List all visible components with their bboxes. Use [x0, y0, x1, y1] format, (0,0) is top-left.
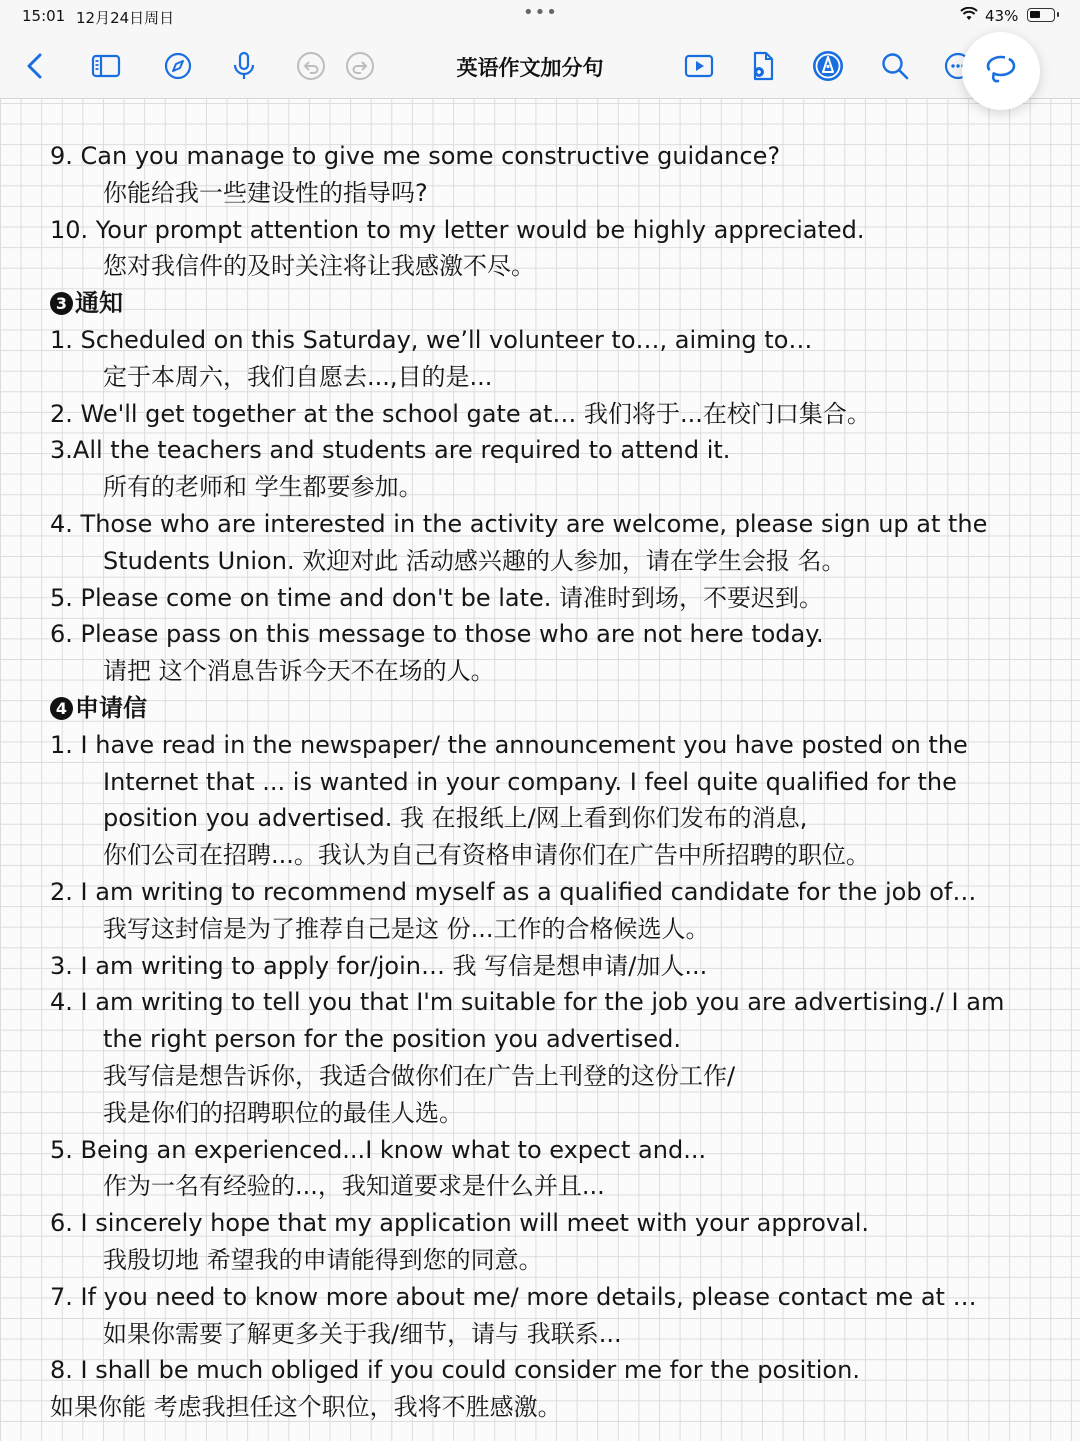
section-number: 4	[50, 697, 73, 720]
status-date: 12月24日周日	[76, 9, 175, 27]
note-line: 4. I am writing to tell you that I'm suitable for the job you are advertising./ I am	[50, 988, 1005, 1017]
present-icon[interactable]	[681, 48, 717, 84]
note-line: 10. Your prompt attention to my letter would be highly appreciated.	[50, 215, 865, 244]
undo-icon[interactable]	[293, 48, 329, 84]
section-number: 3	[50, 292, 73, 315]
lasso-icon	[982, 50, 1020, 92]
note-line: 我是你们的招聘职位的最佳人选。	[103, 1098, 463, 1127]
note-line: 6. Please pass on this message to those who are not here today.	[50, 620, 824, 649]
note-line: 5. Being an experienced...I know what to expect and...	[50, 1135, 707, 1164]
note-line: 如果你能 考虑我担任这个职位，我将不胜感激。	[50, 1393, 562, 1422]
sidebar-icon[interactable]	[88, 48, 124, 84]
lasso-button[interactable]	[962, 32, 1040, 110]
search-icon[interactable]	[877, 48, 913, 84]
note-line: 作为一名有经验的...，我知道要求是什么并且...	[103, 1172, 605, 1201]
note-line: 所有的老师和 学生都要参加。	[103, 473, 423, 502]
note-line: 1. I have read in the newspaper/ the announcement you have posted on the	[50, 730, 968, 759]
redo-icon[interactable]	[342, 48, 378, 84]
pen-tool-icon[interactable]	[810, 48, 846, 84]
note-line: 你能给我一些建设性的指导吗?	[103, 178, 428, 207]
note-line: Internet that ... is wanted in your company. I feel quite qualified for the	[103, 767, 957, 796]
multitasking-dots[interactable]: •••	[523, 2, 558, 23]
note-line: 我写这封信是为了推荐自己是这 份...工作的合格候选人。	[103, 914, 710, 943]
note-line: 您对我信件的及时关注将让我感激不尽。	[103, 252, 535, 281]
note-line: the right person for the position you advertised.	[103, 1025, 681, 1054]
export-icon[interactable]	[745, 48, 781, 84]
battery-icon	[1027, 8, 1055, 22]
section-title: 通知	[75, 289, 123, 318]
toolbar	[0, 34, 1080, 99]
note-line: 2. We'll get together at the school gate at… 我们将于...在校门口集合。	[50, 399, 871, 428]
compass-icon[interactable]	[160, 48, 196, 84]
note-line: 6. I sincerely hope that my application will meet with your approval.	[50, 1209, 870, 1238]
status-time: 15:01	[22, 7, 66, 25]
note-line: 3.All the teachers and students are required to attend it.	[50, 436, 731, 465]
note-line: 我写信是想告诉你，我适合做你们在广告上刊登的这份工作/	[103, 1061, 736, 1090]
battery-percent: 43%	[985, 7, 1019, 25]
microphone-icon[interactable]	[226, 48, 262, 84]
note-line: 9. Can you manage to give me some constructive guidance?	[50, 142, 781, 170]
section-title: 申请信	[75, 693, 147, 722]
note-line: 1. Scheduled on this Saturday, we’ll volunteer to…, aiming to…	[50, 325, 813, 354]
document-title[interactable]: 英语作文加分句	[456, 56, 604, 80]
note-content[interactable]	[50, 138, 1050, 1426]
note-line: 4. Those who are interested in the activity are welcome, please sign up at the	[50, 509, 988, 538]
note-line: 2. I am writing to recommend myself as a qualified candidate for the job of…	[50, 877, 977, 906]
back-chevron-icon[interactable]	[18, 48, 54, 84]
note-line: 如果你需要了解更多关于我/细节，请与 我联系...	[103, 1319, 622, 1348]
note-line: 3. I am writing to apply for/join… 我 写信是想申请/加人...	[50, 951, 708, 980]
section-heading-notice	[50, 285, 1050, 322]
status-bar	[0, 0, 1080, 34]
section-heading-application	[50, 690, 1050, 727]
note-line: 7. If you need to know more about me/ more details, please contact me at …	[50, 1282, 977, 1311]
note-line: 5. Please come on time and don't be late. 请准时到场，不要迟到。	[50, 583, 824, 612]
note-line: Students Union. 欢迎对此 活动感兴趣的人参加，请在学生会报 名。	[103, 546, 846, 575]
note-line: 请把 这个消息告诉今天不在场的人。	[103, 657, 495, 686]
note-line: 8. I shall be much obliged if you could consider me for the position.	[50, 1356, 860, 1385]
wifi-icon	[960, 6, 978, 25]
note-line: 定于本周六，我们自愿去...,目的是...	[103, 362, 493, 391]
note-line: 你们公司在招聘...。我认为自己有资格申请你们在广告中所招聘的职位。	[103, 841, 870, 870]
note-line: position you advertised. 我 在报纸上/网上看到你们发布的消息,	[103, 804, 808, 833]
note-line: 我殷切地 希望我的申请能得到您的同意。	[103, 1245, 543, 1274]
